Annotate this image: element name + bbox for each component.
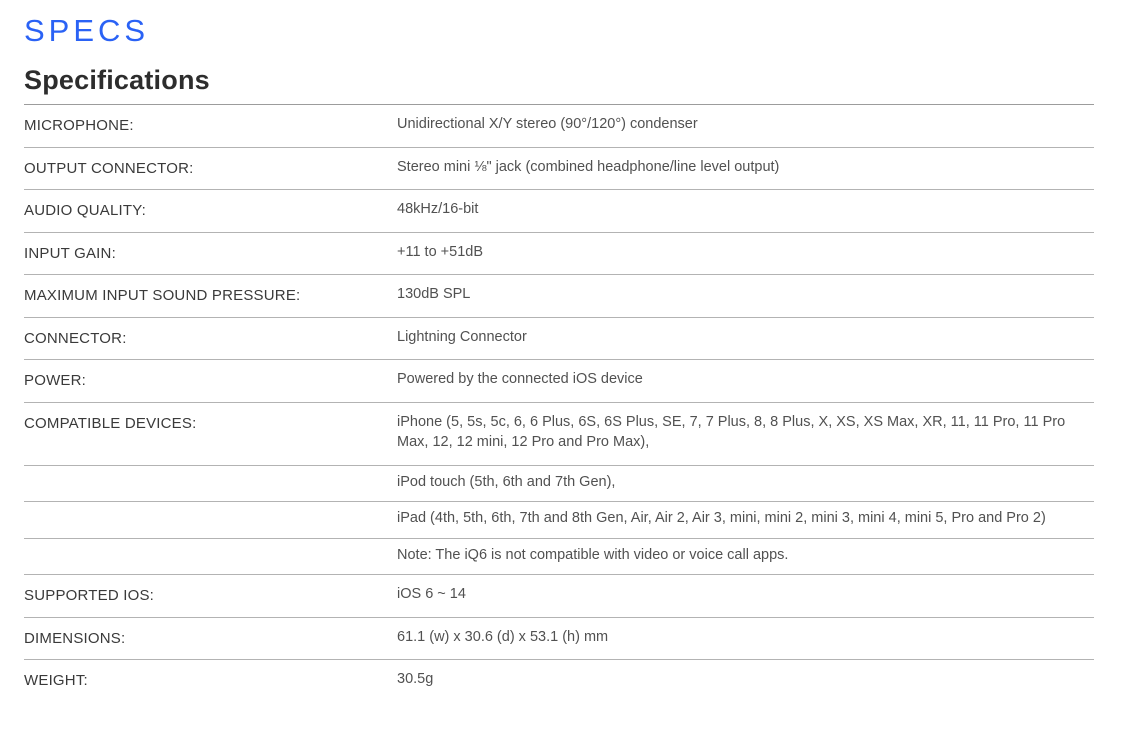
- spec-value: iPod touch (5th, 6th and 7th Gen),: [397, 473, 616, 490]
- spec-value: Lightning Connector: [397, 328, 527, 345]
- spec-row-supported-ios: [24, 574, 1094, 617]
- spec-label: AUDIO QUALITY:: [24, 202, 146, 219]
- spec-row-compatible-devices: [24, 402, 1094, 465]
- spec-value: iPhone (5, 5s, 5c, 6, 6 Plus, 6S, 6S Plus, SE, 7, 7 Plus, 8, 8 Plus, X, XS, XS Max, XR, 11, 11 Pro, 11 Pro Max, 12, 12 mini, 12 Pro and Pro Max),: [397, 413, 1066, 450]
- spec-row-compatible-devices-ipod: [24, 465, 1094, 502]
- spec-row-audio-quality: [24, 189, 1094, 232]
- spec-row-dimensions: [24, 617, 1094, 660]
- spec-table: [24, 104, 1094, 702]
- spec-value: Powered by the connected iOS device: [397, 371, 643, 387]
- spec-label: CONNECTOR:: [24, 329, 127, 347]
- spec-value: iPad (4th, 5th, 6th, 7th and 8th Gen, Air, Air 2, Air 3, mini, mini 2, mini 3, mini 4, mini 5, Pro and Pro 2): [397, 510, 1046, 526]
- specs-section-label: SPECS: [24, 13, 150, 48]
- spec-value: 61.1 (w) x 30.6 (d) x 53.1 (h) mm: [397, 628, 609, 645]
- spec-label: MICROPHONE:: [24, 117, 134, 134]
- spec-label: COMPATIBLE DEVICES:: [24, 414, 197, 432]
- spec-row-compatibility-note: [24, 538, 1094, 575]
- spec-row-microphone: [24, 105, 1094, 147]
- spec-value: 48kHz/16-bit: [397, 201, 479, 217]
- spec-label: WEIGHT:: [24, 672, 88, 689]
- spec-row-input-gain: [24, 232, 1094, 275]
- spec-row-compatible-devices-ipad: [24, 501, 1094, 538]
- spec-row-power: [24, 359, 1094, 402]
- spec-value: 130dB SPL: [397, 286, 471, 302]
- spec-value: Note: The iQ6 is not compatible with video or voice call apps.: [397, 546, 789, 563]
- spec-value: 30.5g: [397, 671, 434, 687]
- spec-value: Stereo mini ⅛" jack (combined headphone/line level output): [397, 158, 780, 175]
- page-title: Specifications: [24, 65, 210, 95]
- spec-value: iOS 6 ~ 14: [397, 586, 466, 602]
- spec-label: POWER:: [24, 372, 87, 389]
- spec-row-output-connector: [24, 147, 1094, 190]
- spec-value: +11 to +51dB: [397, 243, 484, 260]
- spec-label: DIMENSIONS:: [24, 629, 126, 647]
- spec-row-weight: [24, 659, 1094, 702]
- spec-row-max-input-sound-pressure: [24, 274, 1094, 317]
- spec-label: SUPPORTED IOS:: [24, 587, 155, 604]
- spec-label: MAXIMUM INPUT SOUND PRESSURE:: [24, 287, 301, 304]
- spec-label: INPUT GAIN:: [24, 244, 116, 262]
- spec-row-connector: [24, 317, 1094, 360]
- spec-label: OUTPUT CONNECTOR:: [24, 159, 194, 177]
- spec-value: Unidirectional X/Y stereo (90°/120°) condenser: [397, 116, 698, 132]
